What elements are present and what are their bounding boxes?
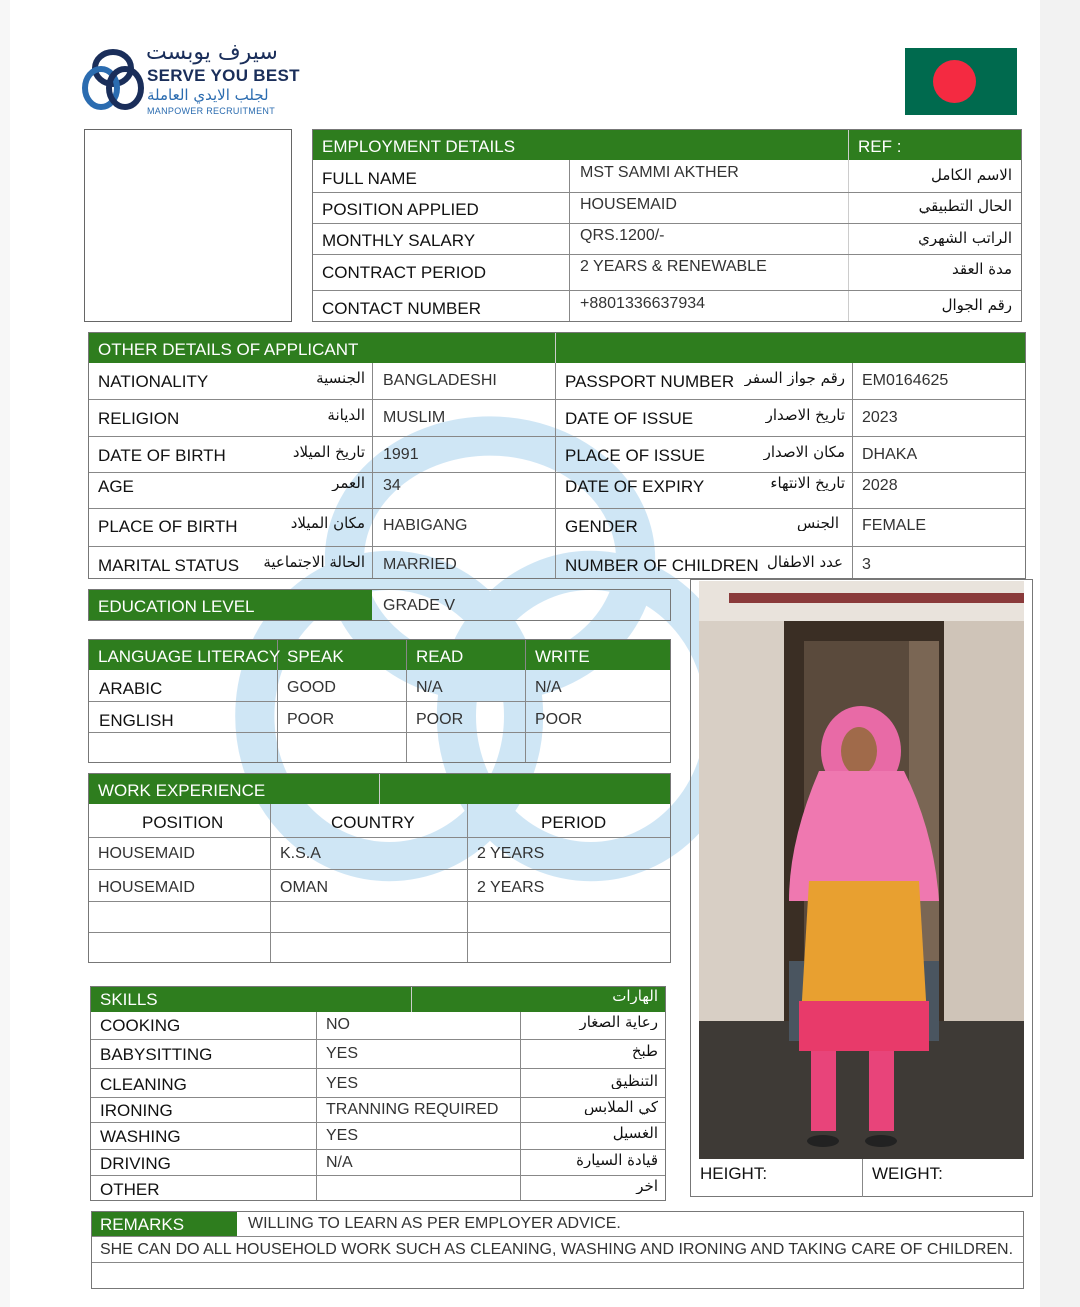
employment-title: EMPLOYMENT DETAILS xyxy=(322,138,516,155)
language-name: ARABIC xyxy=(99,680,163,697)
remarks-line2: SHE CAN DO ALL HOUSEHOLD WORK SUCH AS CLEANING, WASHING AND IRONING AND TAKING CARE OF CHILDREN. xyxy=(100,1242,1014,1258)
employment-label: CONTRACT PERIOD xyxy=(322,264,487,281)
work-header: COUNTRY xyxy=(331,814,415,831)
work-period: 2 YEARS xyxy=(477,846,545,862)
logo-subtitle: MANPOWER RECRUITMENT xyxy=(147,106,275,116)
employment-label: POSITION APPLIED xyxy=(322,201,479,218)
other-left-arabic: العمر xyxy=(332,476,365,491)
language-write: N/A xyxy=(535,680,562,696)
work-position: HOUSEMAID xyxy=(98,880,195,896)
skills-title: SKILLS xyxy=(100,991,158,1008)
other-left-label: AGE xyxy=(98,478,134,495)
passport-photo-box xyxy=(84,129,292,322)
other-left-value: MUSLIM xyxy=(383,410,446,426)
other-right-label: DATE OF ISSUE xyxy=(565,410,694,427)
education-value: GRADE V xyxy=(383,598,456,614)
company-logo-icon xyxy=(80,44,146,116)
page-edge-right xyxy=(1040,0,1080,1307)
other-left-arabic: الحالة الاجتماعية xyxy=(263,555,365,570)
skill-label: DRIVING xyxy=(100,1155,171,1172)
other-right-value: 3 xyxy=(862,557,871,573)
work-country: OMAN xyxy=(280,880,328,896)
work-title: WORK EXPERIENCE xyxy=(98,782,266,799)
language-header: WRITE xyxy=(535,648,590,665)
other-right-arabic: عدد الاطفال xyxy=(767,555,843,570)
language-write: POOR xyxy=(535,712,583,728)
skill-label: WASHING xyxy=(100,1128,181,1145)
skill-label: OTHER xyxy=(100,1181,160,1198)
skill-arabic: الغسيل xyxy=(612,1126,658,1141)
weight-label: WEIGHT: xyxy=(872,1165,943,1182)
skill-value: NO xyxy=(326,1017,350,1033)
other-right-label: PASSPORT NUMBER xyxy=(565,373,735,390)
other-left-label: RELIGION xyxy=(98,410,180,427)
skill-value: YES xyxy=(326,1076,359,1092)
other-left-arabic: الجنسية xyxy=(316,371,365,386)
skill-label: COOKING xyxy=(100,1017,181,1034)
language-speak: GOOD xyxy=(287,680,336,696)
logo-arabic-name: سيرف يوبست xyxy=(146,40,278,65)
other-right-arabic: رقم جواز السفر xyxy=(744,371,845,386)
skill-value: YES xyxy=(326,1046,359,1062)
other-left-label: MARITAL STATUS xyxy=(98,557,240,574)
employment-value: MST SAMMI AKTHER xyxy=(580,165,739,181)
employment-value: QRS.1200/- xyxy=(580,228,665,244)
applicant-photo xyxy=(699,581,1024,1159)
other-left-value: HABIGANG xyxy=(383,518,468,534)
employment-arabic: مدة العقد xyxy=(952,262,1012,277)
other-left-value: 1991 xyxy=(383,447,419,463)
other-right-arabic: تاريخ الانتهاء xyxy=(770,476,845,491)
other-right-label: NUMBER OF CHILDREN xyxy=(565,557,759,574)
logo-arabic-sub: لجلب الايدي العاملة xyxy=(147,86,269,104)
logo-english-name: SERVE YOU BEST xyxy=(147,66,300,85)
employment-value: HOUSEMAID xyxy=(580,197,677,213)
language-read: N/A xyxy=(416,680,443,696)
other-right-value: FEMALE xyxy=(862,518,927,534)
skill-value: N/A xyxy=(326,1155,353,1171)
employment-value: 2 YEARS & RENEWABLE xyxy=(580,259,767,275)
skill-label: CLEANING xyxy=(100,1076,187,1093)
other-left-value: MARRIED xyxy=(383,557,457,573)
other-left-label: NATIONALITY xyxy=(98,373,209,390)
employment-arabic: الراتب الشهري xyxy=(918,231,1012,246)
employment-value: +8801336637934 xyxy=(580,296,706,312)
employment-label: CONTACT NUMBER xyxy=(322,300,481,317)
other-right-arabic: الجنس xyxy=(796,516,839,531)
employment-label: FULL NAME xyxy=(322,170,417,187)
employment-arabic: الاسم الكامل xyxy=(930,168,1012,183)
skill-arabic: كي الملابس xyxy=(583,1100,658,1115)
employment-arabic: رقم الجوال xyxy=(941,298,1012,313)
language-header: SPEAK xyxy=(287,648,344,665)
other-left-value: 34 xyxy=(383,478,401,494)
remarks-line1: WILLING TO LEARN AS PER EMPLOYER ADVICE. xyxy=(248,1216,621,1232)
other-right-value: 2028 xyxy=(862,478,898,494)
other-right-value: DHAKA xyxy=(862,447,918,463)
language-read: POOR xyxy=(416,712,464,728)
work-country: K.S.A xyxy=(280,846,321,862)
other-right-label: GENDER xyxy=(565,518,638,535)
language-speak: POOR xyxy=(287,712,335,728)
other-left-value: BANGLADESHI xyxy=(383,373,497,389)
employment-arabic: الحال التطبيقي xyxy=(918,199,1012,214)
work-position: HOUSEMAID xyxy=(98,846,195,862)
skills-title-arabic: الهارات xyxy=(612,989,658,1004)
language-header: LANGUAGE LITERACY xyxy=(98,648,281,665)
other-right-label: DATE OF EXPIRY xyxy=(565,478,705,495)
skill-arabic: رعاية الصغار xyxy=(579,1015,658,1030)
work-period: 2 YEARS xyxy=(477,880,545,896)
education-label: EDUCATION LEVEL xyxy=(98,598,255,615)
skill-label: IRONING xyxy=(100,1102,173,1119)
skill-value: YES xyxy=(326,1128,359,1144)
height-label: HEIGHT: xyxy=(700,1165,768,1182)
language-name: ENGLISH xyxy=(99,712,174,729)
other-left-arabic: تاريخ الميلاد xyxy=(292,445,365,460)
work-header: PERIOD xyxy=(541,814,607,831)
page-edge-left xyxy=(0,0,10,1307)
skill-arabic: اخر xyxy=(636,1179,658,1194)
other-left-label: DATE OF BIRTH xyxy=(98,447,226,464)
ref-label: REF : xyxy=(858,138,902,155)
other-right-arabic: تاريخ الاصدار xyxy=(765,408,845,423)
other-right-label: PLACE OF ISSUE xyxy=(565,447,705,464)
work-header: POSITION xyxy=(142,814,224,831)
skill-arabic: التنظيق xyxy=(610,1074,658,1089)
other-left-arabic: مكان الميلاد xyxy=(290,516,365,531)
other-right-value: 2023 xyxy=(862,410,898,426)
skill-label: BABYSITTING xyxy=(100,1046,213,1063)
other-right-value: EM0164625 xyxy=(862,373,949,389)
other-right-arabic: مكان الاصدار xyxy=(763,445,845,460)
skill-arabic: طبخ xyxy=(631,1044,658,1059)
other-left-label: PLACE OF BIRTH xyxy=(98,518,238,535)
skill-arabic: قيادة السيارة xyxy=(576,1153,658,1168)
other-details-title: OTHER DETAILS OF APPLICANT xyxy=(98,341,359,358)
other-left-arabic: الديانة xyxy=(327,408,365,423)
language-header: READ xyxy=(416,648,464,665)
employment-label: MONTHLY SALARY xyxy=(322,232,476,249)
bangladesh-flag-icon xyxy=(905,48,1017,115)
skill-value: TRANNING REQUIRED xyxy=(326,1102,499,1118)
remarks-label: REMARKS xyxy=(100,1216,185,1233)
